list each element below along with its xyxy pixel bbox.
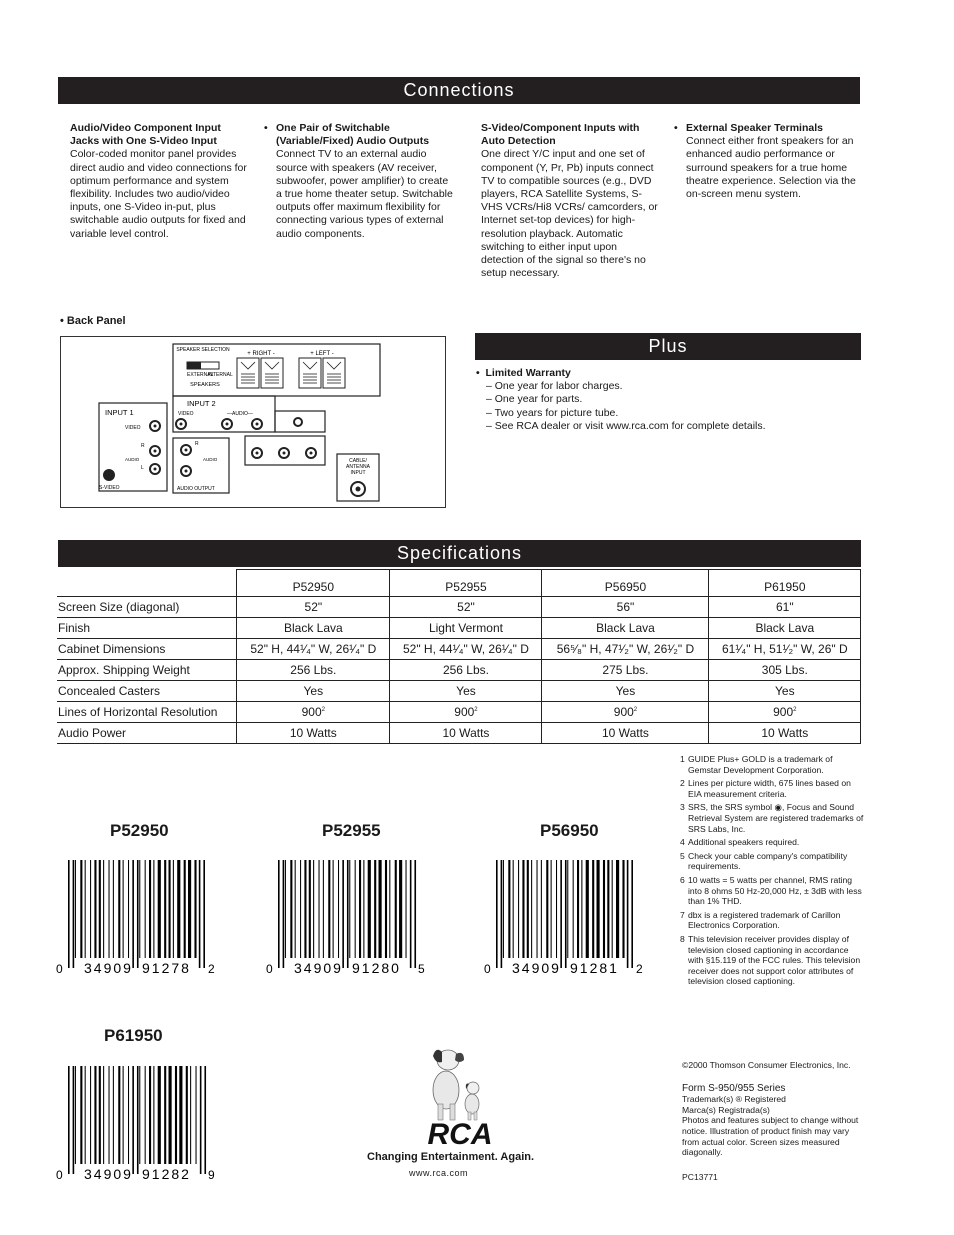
barcode-bar [113,1066,114,1164]
barcode [56,1066,221,1182]
barcode-bar [313,860,314,958]
table-corner [57,570,237,597]
svg-text:91282: 91282 [142,1166,191,1182]
back-panel-label: • Back Panel [60,315,126,327]
copyright: ©2000 Thomson Consumer Electronics, Inc. [682,1060,851,1070]
footnote: 8 This television receiver provides display of television closed captioning in accordance with §15.119 of the FCC rules. This television receiver does not support color attributes of television closed captioning. [680,933,861,987]
barcode-bar [145,860,146,958]
cell: 10 Watts [389,723,542,744]
barcode-bar [109,1066,110,1164]
barcode-bar [123,860,124,958]
table-row [57,681,861,702]
barcode-model-label: P56950 [540,821,599,840]
footnote: 2 Lines per picture width, 675 lines based on EIA measurement criteria. [680,778,851,799]
svg-text:34909: 34909 [294,960,343,976]
barcode-bar [567,860,568,958]
barcode-bar [513,860,514,958]
cell: 61¹⁄₄" H, 51¹⁄₂" W, 26" D [708,639,860,660]
barcode-bar [99,1066,101,1164]
model-header: P61950 [708,570,860,597]
input1-r: R [141,443,145,449]
barcode-bar [603,860,605,958]
barcode-bar [169,1066,172,1164]
external-label: EXTERNAL [187,372,214,378]
barcode-bar [309,860,311,958]
svg-text:91278: 91278 [142,960,191,976]
barcode-bar [541,860,542,958]
internal-label: INTERNAL [208,372,233,378]
rca-logo: RCA [427,1118,493,1150]
barcode-bar [556,860,557,958]
barcode-bar [103,1066,104,1164]
barcode-bar [379,860,382,958]
cell: 10 Watts [708,723,860,744]
barcode-bar [164,860,166,958]
barcode-bar [592,860,594,958]
barcode-bar [132,1066,134,1174]
cell: $900^2$ [237,702,390,723]
barcode-bar [395,860,397,958]
col-body: Connect either front speakers for an enhanced audio performance or surround speakers for a true home theatre experience. Selection via the on-screen menu system. [686,135,856,201]
form-code: PC13771 [682,1171,718,1182]
barcode-bar [338,860,339,958]
barcode-bar [68,860,70,968]
cable-label-2: ANTENNA [346,464,370,470]
barcode [56,860,221,976]
svg-text:0: 0 [266,962,273,976]
cell: $900^2$ [389,702,542,723]
barcode-bar [175,1066,177,1164]
cell: 56⁵⁄₈" H, 47¹⁄₂" W, 26¹⁄₂" D [542,639,708,660]
svg-text:34909: 34909 [84,960,133,976]
barcode-bar [188,860,191,958]
barcode-bar [73,1066,75,1174]
output-audio-label: AUDIO [203,457,218,462]
table-row [57,660,861,681]
specifications-header: Specifications [58,540,861,567]
input2-audio-label: —AUDIO— [227,411,253,417]
cable-label-1: CABLE/ [349,458,367,464]
svideo-label: S-VIDEO [99,485,120,491]
barcode-bar [118,1066,120,1164]
connections-col-2 [264,122,454,241]
svg-text:0: 0 [56,962,63,976]
barcode-bar [113,860,114,958]
input1-audio-label: AUDIO [125,457,140,462]
footnote: 3 SRS, the SRS symbol ◉, Focus and Sound Retrieval System are registered trademarks of SRS Labs, Inc. [680,802,864,834]
form-number: Form S-950/955 Series [682,1082,786,1094]
barcode-bar [581,860,582,958]
barcode-bar [85,860,86,958]
warranty-item: – See RCA dealer or visit www.rca.com for complete details. [486,419,766,432]
barcode-bar [153,1066,154,1164]
barcode-bar [389,860,390,958]
footnote: 4 Additional speakers required. [680,837,800,848]
row-label: Cabinet Dimensions [57,639,237,660]
barcode-bar [68,1066,70,1174]
barcode-bar [179,1066,182,1164]
barcode-bar [290,860,292,958]
barcode-bar [94,860,96,958]
cell: 52" H, 44¹⁄₄" W, 26¹⁄₄" D [237,639,390,660]
barcode-bar [414,860,416,968]
barcode-bar [586,860,589,958]
table-row [57,702,861,723]
barcode-bar [80,1066,82,1164]
barcode-bar [359,860,361,958]
barcode-bar [109,860,110,958]
bullet: • [264,122,268,134]
warranty-item: – One year for parts. [486,393,583,406]
warranty-heading-text: Limited Warranty [485,367,571,379]
cell: 275 Lbs. [542,660,708,681]
barcode-bar [149,1066,151,1164]
barcode-bar [190,1066,191,1164]
cell: Black Lava [237,618,390,639]
barcode-bar [631,860,633,968]
barcode-bar [80,860,82,958]
barcode-bar [196,1066,197,1164]
barcode-bar [94,1066,96,1164]
barcode-bar [328,860,330,958]
barcode-bar [73,860,75,968]
connections-col-4 [674,122,862,201]
table-row [57,723,861,744]
barcode-bar [406,860,407,958]
barcode-bar [531,860,532,958]
trademark-line: Trademark(s) ® Registered [682,1094,786,1105]
barcode [266,860,431,976]
barcode-bar [349,860,350,958]
barcode-bar [173,860,174,958]
nipper-dog-logo [360,1042,560,1150]
table-header-row [57,570,861,597]
row-label: Lines of Horizontal Resolution [57,702,237,723]
barcode-bar [342,860,344,968]
trademark-line-es: Marca(s) Registrada(s) [682,1104,770,1115]
col-body: Connect TV to an external audio source with speakers (AV receiver, subwoofer, power amplifier) to create a true home theater setup. Switchable outputs offer maximum flexibility for connecting various types of external audio components. [276,148,453,240]
barcode-bar [627,860,629,968]
input1-label: INPUT 1 [105,408,134,417]
cell: Yes [708,681,860,702]
barcode-bar [123,1066,124,1164]
col-heading: S-Video/Component Inputs with Auto Detection [481,122,640,148]
audio-output-label: AUDIO OUTPUT [177,486,215,492]
tagline: Changing Entertainment. Again. [367,1151,535,1163]
legal-block [682,1060,867,1182]
barcode-bar [323,860,324,958]
input2-label: INPUT 2 [187,399,216,408]
barcode-bar [285,860,286,958]
barcode-bar [177,860,180,958]
barcode-bar [295,860,296,958]
barcode-bar [203,860,205,968]
barcode-bar [319,860,320,958]
barcode-bar [612,860,613,958]
warranty-item: – One year for labor charges. [486,380,623,393]
cell: 56" [542,597,708,618]
barcode-bar [199,860,201,968]
barcode-bar [158,1066,161,1164]
barcode-bar [194,860,196,958]
barcode-bar [501,860,503,968]
cell: 52" [237,597,390,618]
warranty-heading: • Limited Warranty [476,367,571,379]
barcode-bar [137,860,139,968]
barcode-bar [347,860,349,968]
footnote: 1 GUIDE Plus+ GOLD is a trademark of Gemstar Development Corporation. [680,754,833,775]
svg-text:2: 2 [636,962,643,976]
barcode-bar [184,860,186,958]
cell: Yes [237,681,390,702]
cell: 305 Lbs. [708,660,860,681]
barcode-bar [90,860,91,958]
barcode-bar [607,860,609,958]
barcode-bar [537,860,538,958]
barcode-bar [186,1066,188,1164]
barcode-bar [508,860,510,958]
barcode-bar [577,860,579,958]
barcode-bar [565,860,567,968]
cell: $900^2$ [708,702,860,723]
barcode-bar [622,860,624,958]
footnotes [680,754,865,990]
svg-text:34909: 34909 [84,1166,133,1182]
svg-text:0: 0 [56,1168,63,1182]
svg-text:91281: 91281 [570,960,619,976]
disclaimer: Photos and features subject to change without notice. Illustration of product finish may vary from actual color. Screen sizes measured diagonally. [682,1115,859,1158]
barcode-bar [158,860,161,958]
cell: $900^2$ [542,702,708,723]
output-r: R [195,441,199,447]
cell: 52" [389,597,542,618]
barcode-bar [118,860,120,958]
barcode-bar [518,860,519,958]
barcode-bar [399,860,402,958]
barcode-bar [503,860,504,958]
barcode-model-label: P52950 [110,821,169,840]
barcode-bar [145,1066,146,1164]
barcode-bar [368,860,371,958]
col-heading: External Speaker Terminals [686,122,823,134]
col-body: One direct Y/C input and one set of component (Y, Pr, Pb) inputs connect TV to compatible sources (e.g., DVD players, RCA Satellite Systems, S-VHS VCRs/Hi8 VCRs/ camcorders, or Internet set-top devices) for high-resolution playback. Automatic switching to either input upon detection of the signal so there's no setup necessary. [481,148,658,280]
barcode-bar [278,860,280,968]
barcode-bar [139,860,140,958]
barcode-bar [522,860,524,958]
website-url: www.rca.com [409,1168,469,1178]
right-terminal-label: + RIGHT - [247,351,275,357]
barcode-bar [573,860,574,958]
back-panel-diagram [60,336,446,508]
model-header: P56950 [542,570,708,597]
barcode-bar [300,860,301,958]
barcode-bar [363,860,364,958]
input2-video-label: VIDEO [178,411,194,417]
barcode-bar [527,860,529,958]
barcode-model-label: P61950 [104,1026,163,1045]
table-row [57,639,861,660]
barcode-bar [75,1066,76,1164]
barcode-bar [496,860,498,968]
row-label: Audio Power [57,723,237,744]
svg-text:9: 9 [208,1168,215,1182]
warranty-item: – Two years for picture tube. [486,406,619,419]
barcode-bar [164,1066,166,1164]
cable-label-3: INPUT [350,470,366,476]
model-header: P52955 [389,570,542,597]
barcode-bar [99,860,101,958]
barcode-bar [304,860,306,958]
barcode-bar [410,860,412,968]
cell: 52" H, 44¹⁄₄" W, 26¹⁄₄" D [389,639,542,660]
connections-header: Connections [58,77,860,104]
barcode-bar [169,860,171,958]
svg-text:34909: 34909 [512,960,561,976]
warranty-block [476,367,766,433]
col-heading: Audio/Video Component Input Jacks with One S-Video Input [70,122,221,148]
barcode-bar [374,860,376,958]
connections-col-1 [70,122,250,241]
barcode-bar [616,860,619,958]
barcode [484,860,649,976]
barcode-bar [75,860,76,958]
input1-video-label: VIDEO [125,425,141,431]
plus-header: Plus [475,333,861,360]
barcode-bar [137,1066,139,1174]
cell: 10 Watts [542,723,708,744]
barcode-bar [200,1066,202,1174]
speaker-selection-label: SPEAKER SELECTION [176,347,230,353]
cell: Yes [389,681,542,702]
svg-text:2: 2 [208,962,215,976]
cell: Light Vermont [389,618,542,639]
speakers-label: SPEAKERS [190,382,220,388]
barcode-bar [355,860,356,958]
barcode-bar [128,1066,129,1164]
barcode-bar [139,1066,140,1164]
barcode-model-label: P52955 [322,821,381,840]
specifications-table [57,569,861,744]
table-row [57,618,861,639]
col-heading: One Pair of Switchable (Variable/Fixed) Audio Outputs [276,122,430,148]
barcode-bar [546,860,548,958]
barcode-bar [597,860,600,958]
barcode-bar [560,860,562,968]
svg-text:0: 0 [484,962,491,976]
barcode-bar [153,860,154,958]
row-label: Approx. Shipping Weight [57,660,237,681]
barcode-bar [551,860,552,958]
connections-col-3 [481,122,661,280]
model-header: P52950 [237,570,390,597]
barcode-bar [85,1066,86,1164]
col-body: Color-coded monitor panel provides direct audio and video connections for optimum performance and system flexibility. Includes two audio/video inputs, one S-Video in-put, plus switchable audio outputs for fixed and variable level control. [70,148,247,240]
row-label: Screen Size (diagonal) [57,597,237,618]
table-row [57,597,861,618]
footnote: 5 Check your cable company's compatibility requirements. [680,850,848,872]
barcode-bar [283,860,285,968]
barcode-bar [204,1066,206,1174]
back-panel-illustration [61,337,445,507]
barcode-bar [333,860,334,958]
barcode-bar [385,860,387,958]
footnote: 7 dbx is a registered trademark of Carillon Electronics Corporation. [680,909,841,931]
cell: 10 Watts [237,723,390,744]
row-label: Concealed Casters [57,681,237,702]
barcode-bar [103,860,104,958]
cell: Black Lava [542,618,708,639]
barcode-bar [90,1066,91,1164]
cell: Black Lava [708,618,860,639]
barcode-bar [128,860,129,958]
barcode-bar [149,860,151,958]
svg-text:91280: 91280 [352,960,401,976]
input1-l: L [141,465,144,471]
svg-text:5: 5 [418,962,425,976]
bullet: • [674,122,678,134]
left-terminal-label: + LEFT - [310,351,334,357]
cell: 256 Lbs. [389,660,542,681]
footnote: 6 10 watts = 5 watts per channel, RMS rating into 8 ohms 50 Hz-20,000 Hz, ± 3dB with less than 1% THD. [680,874,862,907]
cell: 256 Lbs. [237,660,390,681]
barcode-bar [132,860,134,968]
cell: Yes [542,681,708,702]
row-label: Finish [57,618,237,639]
cell: 61" [708,597,860,618]
